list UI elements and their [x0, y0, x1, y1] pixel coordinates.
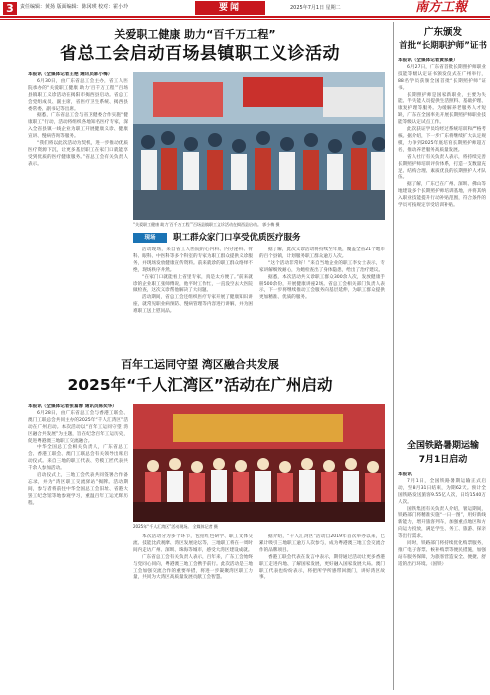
- header-rule: [0, 16, 490, 18]
- sidebar-paragraph: 长期照护师是国家新职业，主要为失能、半失能人员提供生活照料、基础护理、康复护理等服务。为缓解养老服务人才短缺，广东在全国率先开展长期照护师职业技能等级认定试点工作。: [398, 92, 486, 126]
- article2-paragraph: 中华全国总工会相关负责人，广东省总工会、香港工联会、澳门工联总会有关领导出席启动仪式。来自三地的职工代表、劳模工匠代表共千余人参加活动。: [28, 445, 128, 472]
- article1-title: 省总工会启动百场县镇职工义诊活动: [60, 44, 340, 64]
- article1-paragraph: 据悉，广东省总工会与省卫健委合作实施“健康职工”行动，活动将组织各地知名医疗专家，深入全省县镇一线企业为职工开展健康义诊、健康宣讲、慢病咨询等服务。: [28, 113, 128, 140]
- article2-paragraph: 6月28日，由广东省总工会与香港工联会、澳门工联总会共同主办的2025年“千人汇湾区”活动在广州启动。本次活动以“百年工运同守望 湾区融合共发展”为主题，旨在纪念百年工运历史，促进粤港澳三地职工交流融合。: [28, 410, 128, 444]
- sidebar-paragraph: 国铁集团有关负责人介绍，暑运期间，铁路部门将精准实施“一日一图”，用好新线新能力，增开旅客列车，加强重点地区和方向运力投放，满足学生、务工、旅游、探亲等出行需求。: [398, 506, 486, 540]
- article2-photo: [133, 404, 385, 522]
- section-tag: 现场: [133, 233, 167, 243]
- sidebar-paragraph: 6月27日，广东省首批长期照护师职业技能等级认定证书颁发仪式在广州举行，88名学员获颁全国首批“长期照护师”证书。: [398, 64, 486, 91]
- article1-byline: 本报讯（全媒体记者王艳 通讯员郭小梅）: [28, 72, 113, 77]
- article2-paragraph: 本次活动分为多个环节，包括红色研学、职工文体交流、技能比武观摩、湾区发展论坛等，三地职工将在一周时间内走访广州、深圳、珠海等城市，感受大湾区建设成就。: [133, 534, 253, 553]
- sidebar-article1-title-line1: 广东颁发: [423, 27, 462, 38]
- column-divider: [393, 22, 394, 690]
- sidebar-article1-body: [398, 58, 486, 428]
- article1-photo-caption: “关爱职工健康 助力‘百千万工程’”百场县镇职工义诊活动在揭西县启动。 郭小梅 摄: [133, 222, 280, 227]
- article1-paragraph: 6月30日，由广东省总工会主办，省工人医院承办的“关爱职工健康 助力‘百千万工程’”百场县镇职工义诊活动在揭阳市揭西县启动。省总工会党组成员、副主席，省医疗卫生系统、揭西县委常委、副书记等出席。: [28, 78, 128, 112]
- sidebar-paragraph: 7月1日，全国铁路暑期运输正式启动，至8月31日结束，为期62天。预计全国铁路发送旅客9.55亿人次，日均1540万人次。: [398, 478, 486, 505]
- article2-column-left: [28, 404, 128, 692]
- article1-paragraph: 据了解，此次义诊活动将持续至年底，覆盖全省21个地市的百个县镇，计划服务职工群众逾万人次。: [259, 247, 385, 259]
- article1-column-left: [28, 72, 128, 350]
- article2-subtitle: 百年工运同守望 湾区融合共发展: [121, 358, 279, 371]
- article1-paragraph: “我们将以此次活动为契机，进一步推动优质医疗资源下沉，让更多基层职工在家门口就能享受到优质的医疗健康服务。”省总工会有关负责人表示。: [28, 141, 128, 167]
- article2-column-mid: [133, 534, 253, 692]
- sidebar-article2-title-line2: 7月1日启动: [418, 455, 468, 465]
- article2-paragraph: 据介绍，“千人汇湾区”活动自2019年首次举办以来，已累计吸引三地职工逾万人次参与，成为粤港澳三地工会交流合作的品牌项目。: [259, 534, 385, 553]
- sidebar-article2-byline: 本报讯: [398, 472, 412, 477]
- article1-paragraph: 据悉，本次活动共义诊职工群众300余人次，发放健康手册500余份，开展健康讲座2场。省总工会相关部门负责人表示，下一步将继续推动工会服务向基层延伸，为职工群众提供更加精准、优质的服务。: [259, 274, 385, 301]
- article1-photo: [133, 72, 385, 220]
- sidebar-paragraph: 同时，铁路部门将持续优化购票服务，推广电子客票、候补购票等便民措施，加强站车服务保障，为旅客营造安全、便捷、舒适的出行环境。（国铁）: [398, 541, 486, 567]
- article2-title: 2025年“千人汇湾区”活动在广州启动: [67, 376, 333, 394]
- section-name: 要闻: [195, 1, 265, 15]
- editor-credits: 责任编辑：黄扬 版面编辑：陈冈瑛 校对：霍小玲: [20, 4, 129, 10]
- article1-subtitle: 关爱职工健康 助力“百千万工程”: [114, 28, 276, 41]
- sidebar-paragraph: 此次获证学员均经过系统培训和严格考核。据介绍，下一步广东将继续扩大认定规模，力争到2025年底培育长期照护师超万名，推动养老服务高质量发展。: [398, 127, 486, 153]
- article1-paragraph: “在家门口就能看上省里专家，真是太方便了。”前来就诊的企业职工张师傅说，他平时工作忙，一直没空去大医院做检查，这次义诊帮他解决了大问题。: [133, 274, 253, 294]
- article1-column-right: [259, 247, 385, 350]
- article2-paragraph: 广东省总工会有关负责人表示，百年来，广东工会始终与党同心同向，粤港澳三地工会携手前行。此次活动是三地工会加强交流合作的重要举措，将进一步凝聚湾区职工力量，共同为大湾区高质量发展贡献工会智慧。: [133, 554, 253, 581]
- article1-paragraph: 活动现场，来自省工人医院的心内科、内分泌科、骨科、眼科、中医科等多个科室的专家为职工群众提供义诊服务，并现场发放健康宣传资料。前来就诊的职工群众络绎不绝，现场秩序井然。: [133, 247, 253, 273]
- sidebar-article2-body: [398, 472, 486, 692]
- sidebar-paragraph: 省人社厅有关负责人表示，将持续完善长期照护师培训评价体系，打造一支数量充足、结构合理、素质优良的长期照护人才队伍。: [398, 154, 486, 181]
- sidebar-article1-title-line2: 首批“长期职护师”证书: [399, 41, 487, 51]
- header-rule-thin: [0, 19, 490, 20]
- event-stage-photo: [133, 404, 385, 522]
- article1-paragraph: “这个活动非常好！”来自当地企业的职工李女士表示，专家讲解细致耐心，为她检查出了身体隐患，给出了治疗建议。: [259, 260, 385, 273]
- medical-crowd-photo: [133, 72, 385, 220]
- article1-paragraph: 活动期间，省总工会还组织医疗专家开展了健康知识讲座，就常见职业病预防、慢病管理等内容进行讲解，并为困难职工送上慰问品。: [133, 295, 253, 315]
- newspaper-logo: 南方工報: [415, 0, 468, 15]
- sidebar-article2-title-line1: 全国铁路暑期运输: [406, 441, 479, 451]
- article1-subsection-title: 职工群众家门口享受优质医疗服务: [173, 233, 301, 243]
- article2-photo-caption: 2025年“千人汇湾区”活动现场。 全媒体记者 摄: [133, 524, 218, 529]
- sidebar-article1-byline: 本报讯（全媒体记者黄家豪）: [398, 58, 458, 63]
- page-number-badge: 3: [3, 2, 17, 15]
- article2-paragraph: 启动仪式上，三地工会代表共同签署合作备忘录，并为“湾区职工交流驿站”揭牌。活动期间，参与者将前往中华全国总工会旧址、省港大罢工纪念馆等地参观学习，重温百年工运光辉历程。: [28, 473, 128, 506]
- article2-paragraph: 香港工联会代表在发言中表示，期待通过活动让更多香港职工走进内地、了解国家发展，更好融入国家发展大局。澳门职工代表也纷纷表示，将把所学所感带回澳门，讲好湾区故事。: [259, 554, 385, 581]
- issue-date: 2025年7月1日 星期二: [290, 5, 341, 11]
- article2-column-right: [259, 534, 385, 692]
- sidebar-paragraph: 据了解，广东已在广州、深圳、佛山等地建设多个长期照护师培训基地，并将其纳入职业技能提升行动补贴范围，符合条件的学员可按规定享受培训补贴。: [398, 182, 486, 209]
- article2-byline: 本报讯（全媒体记者张富蓉 通讯员陈奕华）: [28, 404, 117, 409]
- page-header: [0, 0, 490, 16]
- article1-column-mid: [133, 247, 253, 350]
